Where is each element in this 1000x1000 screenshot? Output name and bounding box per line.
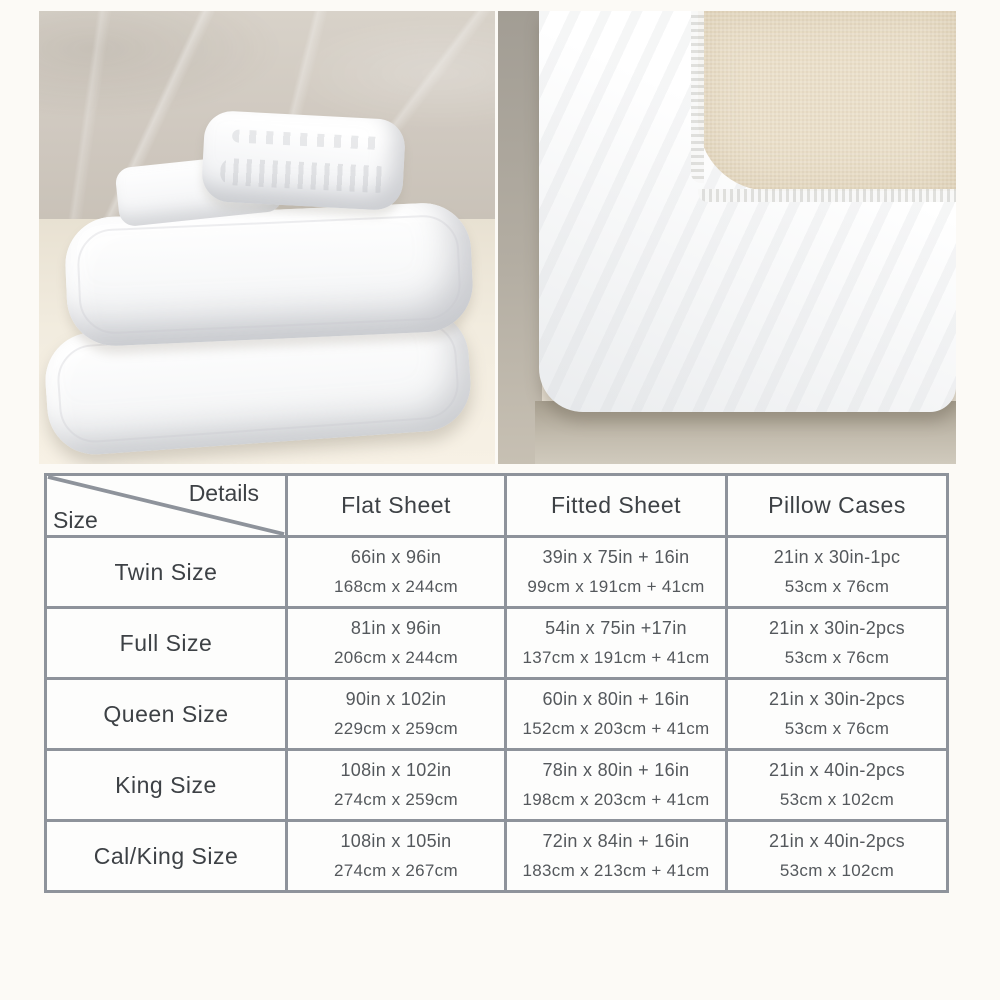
dim-inches: 72in x 84in + 16in [542, 831, 690, 851]
elastic-edge-bottom [698, 189, 956, 202]
size-label-king: King Size [46, 750, 287, 821]
dim-inches: 21in x 40in-2pcs [769, 831, 905, 851]
dim-cm: 274cm x 267cm [334, 861, 458, 880]
elastic-edge-left [691, 11, 704, 183]
size-label-full: Full Size [46, 608, 287, 679]
cell-king-fitted [506, 750, 727, 821]
cell-full-flat [287, 608, 506, 679]
cell-cal-king-fitted [506, 821, 727, 892]
folded-fitted-sheet [201, 110, 406, 211]
size-label-cal-king: Cal/King Size [46, 821, 287, 892]
row-full-size [46, 608, 948, 679]
cell-queen-flat [287, 679, 506, 750]
dim-inches: 78in x 80in + 16in [542, 760, 690, 780]
dim-inches: 66in x 96in [350, 547, 442, 567]
cell-king-flat [287, 750, 506, 821]
dim-cm: 99cm x 191cm + 41cm [527, 577, 705, 596]
row-cal-king-size [46, 821, 948, 892]
dim-cm: 274cm x 259cm [334, 790, 458, 809]
column-header-pillow-cases: Pillow Cases [727, 475, 948, 537]
cell-queen-pillow [727, 679, 948, 750]
dim-cm: 206cm x 244cm [334, 648, 458, 667]
dim-inches: 81in x 96in [350, 618, 442, 638]
cell-twin-flat [287, 537, 506, 608]
background-wall-strip [498, 11, 542, 464]
size-label-twin: Twin Size [46, 537, 287, 608]
dim-cm: 53cm x 76cm [784, 719, 890, 738]
dim-cm: 53cm x 102cm [779, 790, 895, 809]
dim-inches: 60in x 80in + 16in [542, 689, 690, 709]
dim-inches: 108in x 102in [340, 760, 452, 780]
cell-twin-fitted [506, 537, 727, 608]
dim-inches: 90in x 102in [345, 689, 447, 709]
row-queen-size [46, 679, 948, 750]
dim-cm: 137cm x 191cm + 41cm [522, 648, 710, 667]
photo-fitted-sheet-corner [498, 11, 956, 464]
row-twin-size [46, 537, 948, 608]
diagonal-header-cell [46, 475, 287, 537]
cell-cal-king-flat [287, 821, 506, 892]
dim-inches: 21in x 30in-2pcs [769, 689, 905, 709]
column-header-flat-sheet: Flat Sheet [287, 475, 506, 537]
dim-inches: 21in x 40in-2pcs [769, 760, 905, 780]
corner-label-size: Size [53, 507, 98, 533]
size-label-queen: Queen Size [46, 679, 287, 750]
row-king-size [46, 750, 948, 821]
cell-full-pillow [727, 608, 948, 679]
mattress-top [698, 11, 956, 191]
dim-cm: 152cm x 203cm + 41cm [522, 719, 710, 738]
corner-label-details: Details [188, 480, 259, 506]
dim-inches: 21in x 30in-2pcs [769, 618, 905, 638]
dim-cm: 168cm x 244cm [334, 577, 458, 596]
dim-cm: 53cm x 76cm [784, 648, 890, 667]
cell-twin-pillow [727, 537, 948, 608]
fitted-sheet-drape [539, 11, 956, 412]
dim-inches: 21in x 30in-1pc [773, 547, 901, 567]
dim-cm: 183cm x 213cm + 41cm [522, 861, 710, 880]
cell-full-fitted [506, 608, 727, 679]
dim-cm: 198cm x 203cm + 41cm [522, 790, 710, 809]
dim-inches: 54in x 75in +17in [545, 618, 687, 638]
size-chart-table [44, 473, 949, 893]
dim-inches: 39in x 75in + 16in [542, 547, 690, 567]
column-header-fitted-sheet: Fitted Sheet [506, 475, 727, 537]
cell-king-pillow [727, 750, 948, 821]
photo-pillow-stack [39, 11, 495, 464]
dim-inches: 108in x 105in [340, 831, 452, 851]
dim-cm: 53cm x 76cm [784, 577, 890, 596]
cell-queen-fitted [506, 679, 727, 750]
dim-cm: 229cm x 259cm [334, 719, 458, 738]
cell-cal-king-pillow [727, 821, 948, 892]
dim-cm: 53cm x 102cm [779, 861, 895, 880]
header-row [46, 475, 948, 537]
